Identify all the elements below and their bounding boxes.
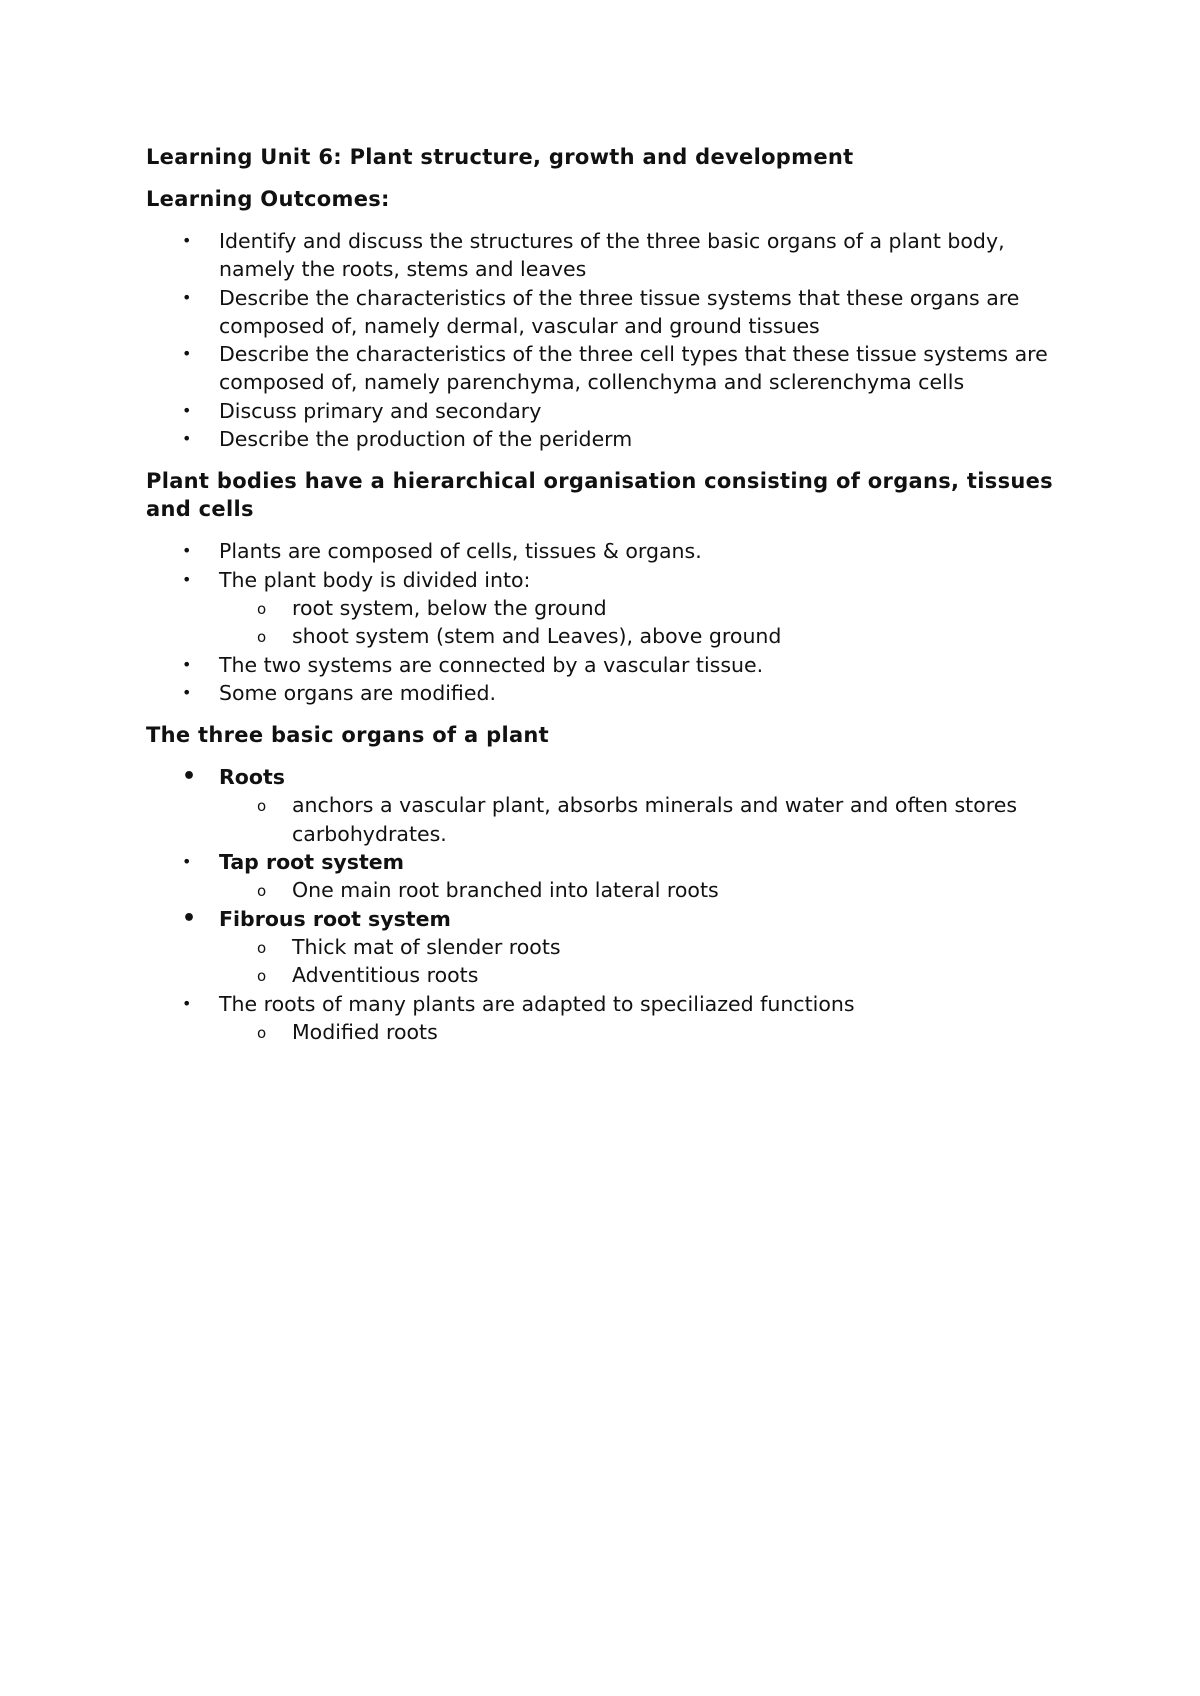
list-item	[146, 905, 1066, 933]
sub-list-item	[219, 791, 1066, 848]
list-item	[146, 566, 1066, 594]
sub-list-item	[219, 876, 1066, 904]
bullet-icon: •	[182, 287, 192, 307]
list-item	[146, 284, 1066, 341]
circle-bullet-icon: o	[257, 797, 267, 816]
hierarchy-list	[146, 537, 1066, 707]
document-page	[146, 143, 1066, 1060]
bullet-icon: •	[182, 541, 192, 561]
list-item	[146, 1018, 1066, 1046]
list-item	[146, 848, 1066, 876]
document-title: Learning Unit 6: Plant structure, growth and development	[146, 145, 854, 169]
bullet-icon: •	[182, 429, 192, 449]
sub-list-item	[219, 961, 1066, 989]
list-item-text: Some organs are modified.	[219, 680, 496, 705]
circle-bullet-icon: o	[257, 599, 267, 618]
sub-list-item-text: anchors a vascular plant, absorbs minerals and water and often stores carbohydrates.	[292, 793, 1018, 846]
list-item	[146, 876, 1066, 904]
list-item-text: Describe the characteristics of the three tissue systems that these organs are composed of, namely dermal, vascular and ground tissues	[219, 285, 1020, 338]
sub-list-item-text: Adventitious roots	[292, 963, 479, 988]
bullet-icon: •	[182, 400, 192, 420]
bullet-icon: •	[182, 993, 192, 1013]
sub-list-item	[219, 1018, 1066, 1046]
sub-list	[219, 1018, 1066, 1046]
list-item-text: Describe the production of the periderm	[219, 427, 633, 452]
list-item	[146, 594, 1066, 651]
sub-list-item-text: root system, below the ground	[292, 595, 607, 620]
list-item	[146, 397, 1066, 425]
bullet-icon: •	[182, 231, 192, 250]
circle-bullet-icon: o	[257, 967, 267, 986]
list-item	[146, 763, 1066, 791]
sub-list-item	[219, 594, 1066, 622]
organs-list	[146, 763, 1066, 1046]
sub-list	[219, 791, 1066, 848]
bullet-icon: •	[182, 905, 197, 931]
list-item-text: Describe the characteristics of the three cell types that these tissue systems are composed of, namely parenchyma, collenchyma and sclerenchyma cells	[219, 342, 1048, 395]
list-item	[146, 933, 1066, 990]
sub-list-item-text: Thick mat of slender roots	[292, 934, 561, 959]
list-item	[146, 425, 1066, 453]
outcomes-list	[146, 227, 1066, 453]
list-item-text: Identify and discuss the structures of the three basic organs of a plant body, namely the roots, stems and leaves	[219, 229, 1005, 282]
circle-bullet-icon: o	[257, 938, 267, 957]
list-item-text: Roots	[219, 765, 285, 790]
list-item-text: Fibrous root system	[219, 906, 451, 931]
sub-list-item-text: shoot system (stem and Leaves), above ground	[292, 624, 782, 649]
list-item	[146, 651, 1066, 679]
list-item	[146, 340, 1066, 397]
sub-list-item-text: Modified roots	[292, 1019, 438, 1044]
bullet-icon: •	[182, 682, 192, 702]
list-item	[146, 227, 1066, 284]
bullet-icon: •	[182, 764, 197, 790]
list-item-text: The two systems are connected by a vascular tissue.	[219, 652, 764, 677]
circle-bullet-icon: o	[257, 882, 267, 901]
bullet-icon: •	[182, 569, 192, 589]
bullet-icon: •	[182, 344, 192, 364]
organs-heading: The three basic organs of a plant	[146, 723, 550, 748]
circle-bullet-icon: o	[257, 1023, 267, 1042]
list-item-text: Discuss primary and secondary	[219, 398, 542, 423]
circle-bullet-icon: o	[257, 628, 267, 647]
list-item	[146, 990, 1066, 1018]
bullet-icon: •	[182, 654, 192, 674]
sub-list	[219, 933, 1066, 990]
hierarchy-heading: Plant bodies have a hierarchical organisation consisting of organs, tissues and cells	[146, 469, 1053, 522]
sub-list-item	[219, 933, 1066, 961]
list-item-text: The roots of many plants are adapted to speciliazed functions	[219, 991, 855, 1016]
list-item-text: The plant body is divided into:	[219, 567, 531, 592]
list-item-text: Tap root system	[219, 850, 405, 875]
sub-list	[219, 594, 1066, 651]
list-item	[146, 791, 1066, 848]
list-item	[146, 537, 1066, 565]
bullet-icon: •	[182, 852, 192, 872]
sub-list-item-text: One main root branched into lateral roots	[292, 878, 719, 903]
outcomes-heading: Learning Outcomes:	[146, 187, 390, 211]
sub-list-item	[219, 622, 1066, 650]
list-item-text: Plants are composed of cells, tissues & organs.	[219, 539, 702, 564]
list-item	[146, 679, 1066, 707]
sub-list	[219, 876, 1066, 904]
